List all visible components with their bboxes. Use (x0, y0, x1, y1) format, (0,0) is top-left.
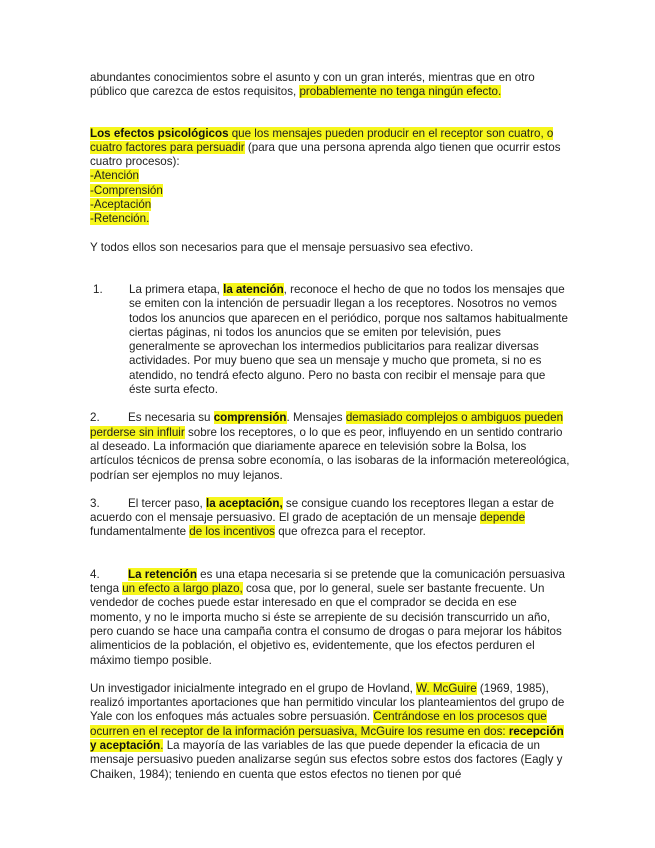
intro-text: abundantes conocimientos sobre el asunto y con un gran interés, mientras que en otro público que carezca de estos requisitos, (90, 71, 535, 99)
mcguire-processes-highlight: Centrándose en los procesos que ocurren en el receptor de la información persuasiva, McGuire los resume en dos: (90, 710, 547, 738)
item-number: 1. (93, 282, 103, 296)
paragraph-text: (1969, 1985), realizó importantes aportaciones que han permitido vincular los planteamientos del grupo de Yale con los enfoques más actuales sobre persuasión. (90, 681, 565, 724)
paragraph-text: La mayoría de las variables de las que puede depender la eficacia de un mensaje persuasivo pueden analizarse según sus efectos sobre estos dos factores (Eagly y Chaiken, 1984); teniendo en cuenta que estos efectos no tienen por qué (90, 738, 563, 781)
process-list (90, 169, 570, 226)
term-acceptance: la aceptación, (205, 496, 283, 510)
paragraph-intro (90, 71, 570, 100)
paragraph-necessary: Y todos ellos son necesarios para que el mensaje persuasivo sea efectivo. (90, 240, 474, 254)
list-item-text: -Aceptación (90, 198, 152, 212)
item-text: fundamentalmente (90, 525, 190, 539)
item-text: que ofrezca para el receptor. (274, 525, 426, 539)
list-item (90, 212, 570, 226)
item-text: La primera etapa, (129, 282, 224, 296)
paragraph-effects (90, 127, 570, 170)
item-text: . Mensajes (286, 411, 346, 425)
paragraph-text: . (160, 738, 164, 752)
acceptance-highlight-incentives: de los incentivos (189, 525, 275, 539)
effects-highlight: que los mensajes pueden producir en el receptor son cuatro, o cuatro factores para persuadir (90, 126, 554, 154)
list-item (90, 169, 570, 183)
effects-bold-term: Los efectos psicológicos (90, 126, 229, 140)
list-item (90, 184, 570, 198)
list-item-text: -Retención. (90, 212, 150, 226)
numbered-item-retention (90, 568, 570, 668)
intro-highlight: probablemente no tenga ningún efecto. (299, 85, 502, 99)
item-text: sobre los receptores, o lo que es peor, influyendo en un sentido contrario al deseado. La información que diariamente aparece en televisión sobre la Bolsa, los artículos técnicos de prensa sobre economía, o las isobaras de la información metereológica, podrían ser ejemplos no muy lejanos. (90, 425, 570, 482)
item-text: , reconoce el hecho de que no todos los mensajes que se emiten con la intención de persuadir llegan a los receptores. Nosotros no vemos todos los anuncios que aparecen en el periódico, porque nos saltamos habitualmente ciertas páginas, ni todos los anuncios que se emiten por televisión, pues generalmente se aprovechan los intermedios publicitarios para realizar diversas actividades. Por muy bueno que sea un mensaje y mucho que prometa, si no es atendido, no tendrá efecto alguno. Pero no basta con recibir el mensaje para que éste surta efecto. (129, 282, 568, 397)
acceptance-highlight-depends: depende (479, 511, 526, 525)
term-retention: La retención (128, 567, 197, 581)
numbered-item-attention (90, 283, 570, 397)
list-item-text: -Comprensión (90, 183, 163, 197)
paragraph-text: Un investigador inicialmente integrado en el grupo de Hovland, (90, 681, 417, 695)
list-item (90, 198, 570, 212)
term-attention: la atención (223, 282, 284, 296)
comprehension-highlight: demasiado complejos o ambiguos pueden perderse sin influir (90, 411, 564, 439)
item-text: es una etapa necesaria si se pretende que la comunicación persuasiva tenga (90, 567, 565, 596)
item-number: 3. (90, 496, 100, 510)
effects-text: (para que una persona aprenda algo tienen que ocurrir estos cuatro procesos): (90, 140, 561, 169)
term-reception-acceptance: recepción y aceptación (90, 724, 564, 752)
mcguire-highlight: W. McGuire (416, 681, 477, 695)
item-text: se consigue cuando los receptores llegan a estar de acuerdo con el mensaje persuasivo. El grado de aceptación de un mensaje (90, 496, 555, 525)
numbered-item-acceptance (90, 497, 570, 540)
paragraph-mcguire (90, 682, 570, 782)
list-item-text: -Atención (90, 169, 139, 183)
term-comprehension: comprensión (213, 411, 287, 425)
numbered-item-comprehension (90, 411, 570, 482)
item-text: Es necesaria su (128, 411, 214, 425)
item-text: cosa que, por lo general, suele ser bastante frecuente. Un vendedor de coches puede estar interesado en que el comprador se decida en ese momento, y no le importa mucho si éste se arrepiente de su decisión transcurrido un año, pero cuando se hace una campaña contra el consumo de drogas o para mejorar los hábitos alimenticios de la población, el objetivo es, evidentemente, que los efectos perduren el máximo tiempo posible. (90, 582, 562, 667)
item-number: 2. (90, 411, 100, 425)
item-number: 4. (90, 567, 100, 581)
item-text: El tercer paso, (128, 496, 206, 510)
retention-highlight: un efecto a largo plazo, (122, 582, 243, 596)
document-page (90, 71, 570, 782)
